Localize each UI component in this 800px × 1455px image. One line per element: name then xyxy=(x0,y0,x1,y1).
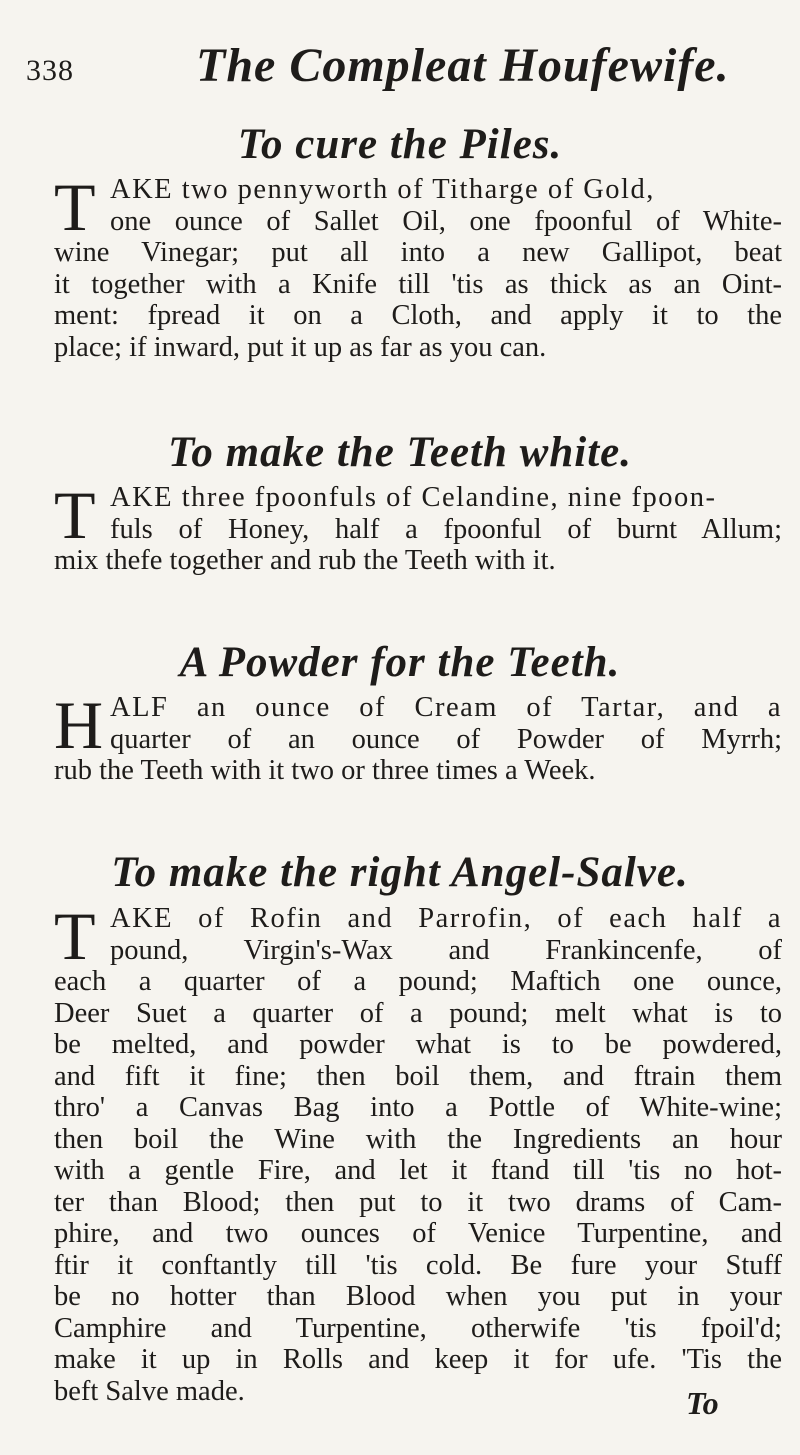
recipe-heading-piles: To cure the Piles. xyxy=(237,121,563,168)
text-line: AKE three fpoonfuls of Celandine, nine fpoon- xyxy=(110,482,717,513)
text-line: pound, Virgin's-Wax and Frankincenfe, of xyxy=(110,934,782,966)
text-line: ment: fpread it on a Cloth, and apply it to the xyxy=(54,300,782,331)
catchword: To xyxy=(686,1385,719,1421)
text-line: each a quarter of a pound; Maftich one ounce, xyxy=(54,966,782,997)
running-head xyxy=(0,38,800,98)
text-line: ALF an ounce of Cream of Tartar, and a xyxy=(110,692,782,723)
drop-cap: T xyxy=(54,169,96,245)
recipe-heading-angel-salve: To make the right Angel-Salve. xyxy=(111,849,689,896)
recipe-body-piles xyxy=(54,169,784,363)
recipe-body-teeth-white xyxy=(54,477,784,577)
text-line: be no hotter than Blood when you put in your xyxy=(54,1281,782,1312)
text-line: fuls of Honey, half a fpoonful of burnt Allum; xyxy=(110,513,782,545)
text-line: be melted, and powder what is to be powdered, xyxy=(54,1029,782,1060)
text-line: AKE of Rofin and Parrofin, of each half a xyxy=(110,903,782,934)
text-line: AKE two pennyworth of Titharge of Gold, xyxy=(110,174,655,205)
text-line: beft Salve made. xyxy=(54,1375,245,1407)
recipe-heading-tooth-powder: A Powder for the Teeth. xyxy=(179,639,621,686)
text-line: ftir it conftantly till 'tis cold. Be fure your Stuff xyxy=(54,1249,782,1281)
running-title: The Compleat Houfewife. xyxy=(196,39,730,92)
text-line: quarter of an ounce of Powder of Myrrh; xyxy=(110,723,782,755)
drop-cap: T xyxy=(54,477,96,553)
text-line: thro' a Canvas Bag into a Pottle of White-wine; xyxy=(54,1092,782,1123)
recipe-heading-teeth-white: To make the Teeth white. xyxy=(168,429,632,476)
text-line: and fift it fine; then boil them, and ftrain them xyxy=(54,1060,782,1092)
text-line: phire, and two ounces of Venice Turpentine, and xyxy=(54,1218,782,1249)
text-line: mix thefe together and rub the Teeth with it. xyxy=(54,545,556,576)
text-line: Deer Suet a quarter of a pound; melt what is to xyxy=(54,997,782,1029)
text-line: one ounce of Sallet Oil, one fpoonful of White- xyxy=(110,205,782,237)
text-line: place; if inward, put it up as far as you can. xyxy=(54,331,547,363)
text-line: ter than Blood; then put to it two drams of Cam- xyxy=(54,1186,782,1218)
text-line: with a gentle Fire, and let it ftand till 'tis no hot- xyxy=(54,1155,782,1186)
text-line: Camphire and Turpentine, otherwife 'tis fpoil'd; xyxy=(54,1312,782,1344)
recipe-body-tooth-powder xyxy=(54,687,784,787)
text-line: make it up in Rolls and keep it for ufe. 'Tis the xyxy=(54,1344,782,1375)
page-number: 338 xyxy=(26,54,74,87)
drop-cap: H xyxy=(54,687,104,763)
text-line: then boil the Wine with the Ingredients an hour xyxy=(54,1123,782,1155)
text-line: it together with a Knife till 'tis as thick as an Oint- xyxy=(54,268,782,300)
recipe-body-angel-salve xyxy=(54,898,784,1407)
text-line: rub the Teeth with it two or three times a Week. xyxy=(54,755,596,786)
drop-cap: T xyxy=(54,898,96,974)
text-line: wine Vinegar; put all into a new Gallipot, beat xyxy=(54,237,782,268)
